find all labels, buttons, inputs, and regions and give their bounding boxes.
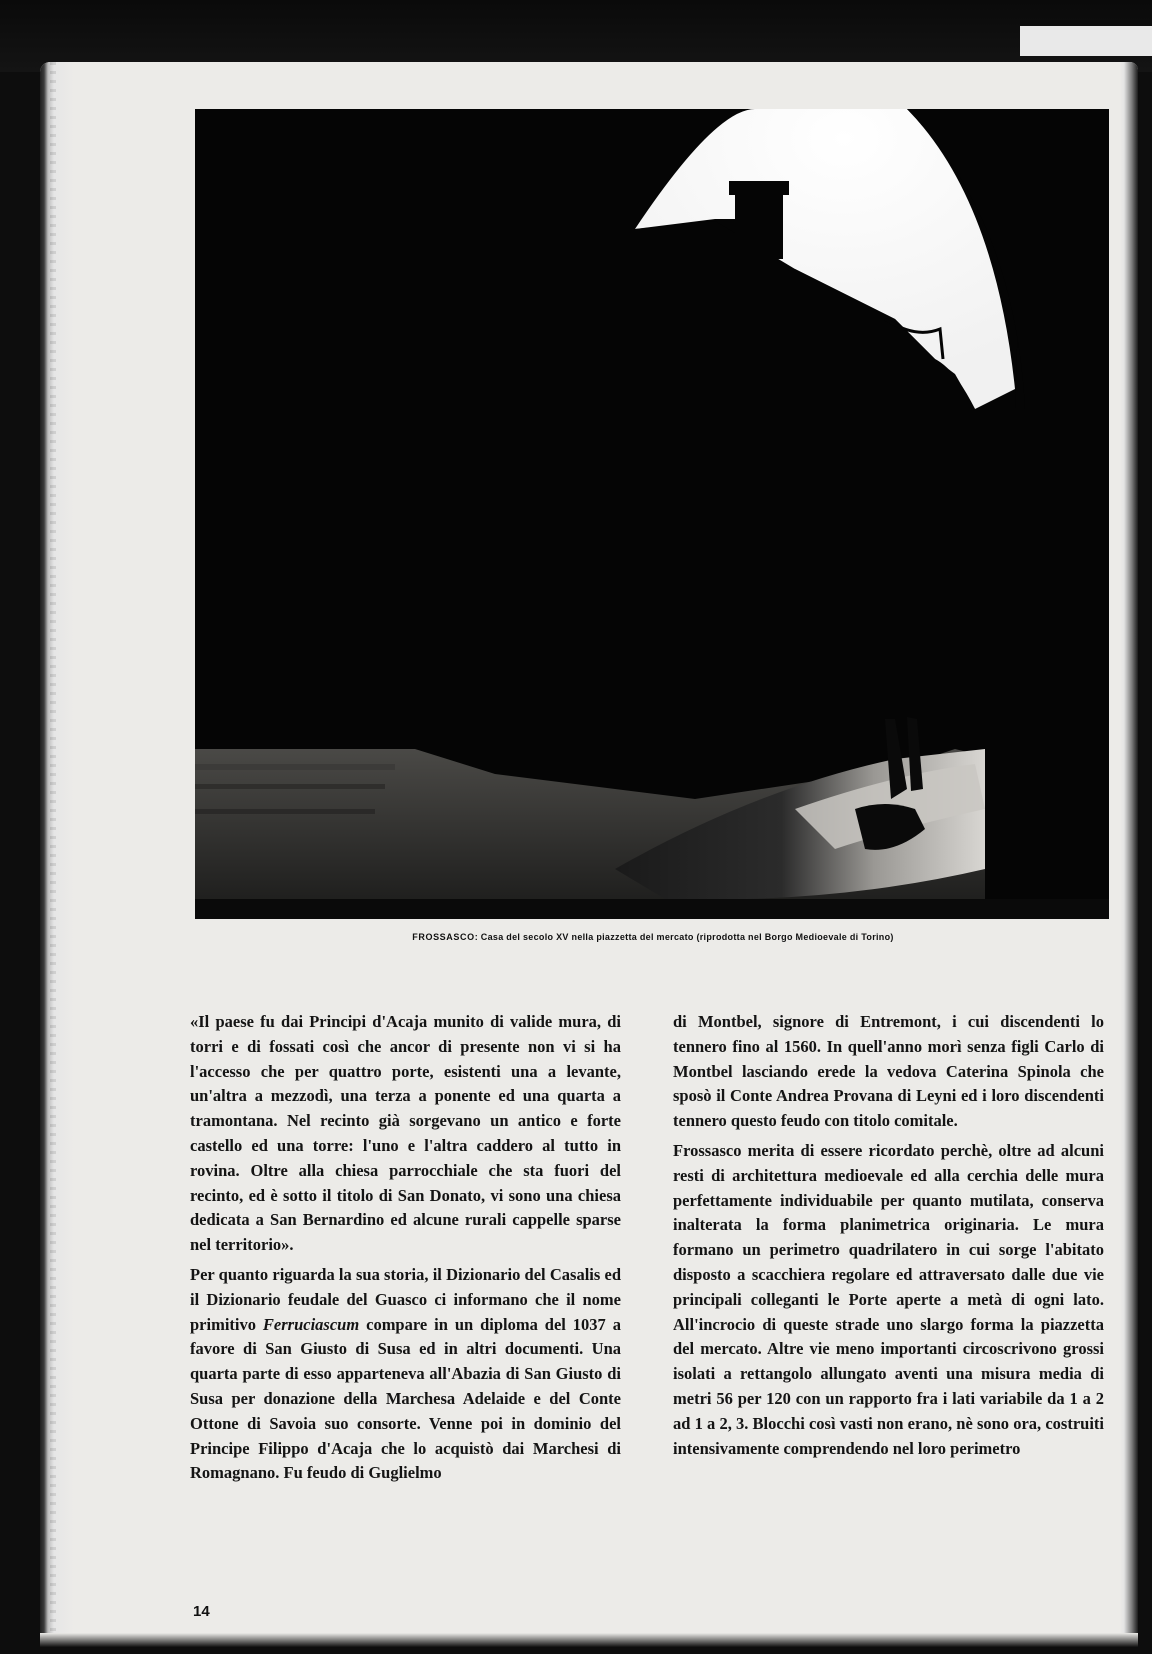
page-edge-right bbox=[1120, 62, 1138, 1647]
paragraph-text: Per quanto riguarda la sua storia, il Dizionario del Casalis ed il Dizionario feudale del Guasco ci informano che il nome primitivo bbox=[190, 1264, 621, 1334]
photograph bbox=[195, 109, 1109, 919]
paragraph: di Montbel, signore di Entremont, i cui discendenti lo tennero fino al 1560. In quell'anno morì senza figli Carlo di Montbel lasciando erede la vedova Caterina Spinola che sposò il Conte Andrea Provana di Leyni ed i loro discendenti tennero questo feudo con titolo comitale. bbox=[673, 1012, 1104, 1131]
paragraph: Frossasco merita di essere ricordato perchè, oltre ad alcuni resti di architettura medioevale ed alla cerchia delle mura perfettamente individuabile per quanto mutilata, conserva inalterata la forma planimetrica originaria. Le mura formano un perimetro quadrilatero in cui sorge l'abitato disposto a scacchiera regolare ed attraversato dalle due vie principali colleganti le Porte aperte a metà di ogni lato. All'incrocio di queste strade uno slargo forma la piazzetta del mercato. Altre vie meno importanti circoscrivono grossi isolati a rettangolo allungato aventi una misura media di metri 56 per 120 con un rapporto fra i lati variabile da 1 a 2 ad 1 a 2, 3. Blocchi così vasti non erano, nè sono ora, costruiti intensivamente comprendendo nel loro perimetro bbox=[673, 1140, 1104, 1458]
page-stack-edges bbox=[50, 62, 56, 1647]
page-gutter-left bbox=[40, 62, 74, 1647]
scan-bottom-border bbox=[40, 1633, 1138, 1647]
paragraph: «Il paese fu dai Principi d'Acaja munito di valide mura, di torri e di fossati così che ancor di presente non vi si ha l'accesso che per quattro porte, esistenti una a levante, un'altra a mezzodì, una terza a ponente ed una quarta a tramontana. Nel recinto già sorgevano un antico e forte castello ed una torre: l'uno e l'altra caddero al tutto in rovina. Oltre alla chiesa parrocchiale che sta fuori del recinto, ed è sotto il titolo di San Donato, vi sono una chiesa dedicata a San Bernardino ed alcune rurali cappelle sparse nel territorio». bbox=[190, 1012, 621, 1255]
paragraph bbox=[190, 1263, 621, 1486]
book-page bbox=[40, 62, 1138, 1647]
photo-caption bbox=[198, 932, 1108, 942]
text-column-right bbox=[673, 1010, 1104, 1461]
page-number: 14 bbox=[193, 1603, 210, 1620]
italic-term: Ferruciascum bbox=[262, 1314, 360, 1334]
paragraph-text: compare in un diploma del 1037 a favore di San Giusto di Susa ed in altri documenti. Una quarta parte di esso apparteneva all'Abazia di San Giusto di Susa per donazione della Marchesa Adelaide e del Conte Ottone di Savoia suo consorte. Venne poi in dominio del Principe Filippo d'Acaja che lo acquistò dai Marchesi di Romagnano. Fu feudo di Guglielmo bbox=[190, 1314, 621, 1483]
scan-corner bbox=[1020, 26, 1152, 56]
caption-text: : Casa del secolo XV nella piazzetta del mercato (riprodotta nel Borgo Medioevale di Torino) bbox=[474, 932, 894, 942]
text-column-left bbox=[190, 1010, 621, 1486]
photograph-illustration bbox=[195, 109, 1109, 919]
caption-place: FROSSASCO bbox=[412, 932, 475, 942]
